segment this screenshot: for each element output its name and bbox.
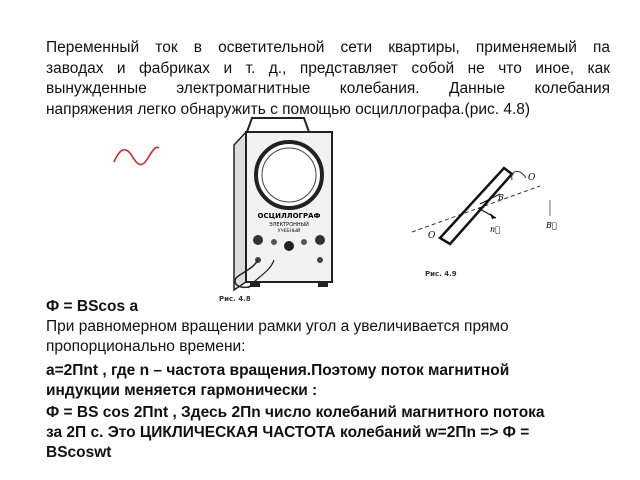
label-o-right: О xyxy=(528,173,536,183)
rotating-frame-figure xyxy=(400,160,580,275)
oscilloscope-label: ОСЦИЛЛОГРАФ xyxy=(257,212,321,220)
sine-wave-icon xyxy=(112,140,160,172)
intro-line: заводах и фабриках и т. д., представляет собой не что иное, как xyxy=(46,59,610,77)
text-line: При равномерном вращении рамки угол a увеличивается прямо xyxy=(46,318,509,335)
formula-flux-cos: Ф = BS cos 2Пnt , Здесь 2Пn число колебаний магнитного потока xyxy=(46,404,545,421)
intro-line: напряжения легко обнаружить с помощью осциллографа.(рис. 4.8) xyxy=(46,100,531,118)
formula-result: BScoswt xyxy=(46,444,112,461)
formula-flux: Ф = BScos a xyxy=(46,298,139,315)
text-line: индукции меняется гармонически : xyxy=(46,382,318,399)
label-n: n⃗ xyxy=(490,225,500,234)
figure-caption: Рис. 4.9 xyxy=(425,270,457,278)
intro-line: Переменный ток в осветительной сети квартиры, применяемый па xyxy=(46,39,610,56)
label-b-vector: B⃗ xyxy=(546,221,557,230)
figure-caption: Рис. 4.8 xyxy=(219,295,251,303)
oscilloscope-sublabel-2: УЧЕБНЫЙ xyxy=(277,229,301,234)
oscilloscope-sublabel: ЭЛЕКТРОННЫЙ xyxy=(269,222,309,228)
label-b: B xyxy=(498,193,504,202)
intro-paragraph xyxy=(46,38,610,120)
label-o-left: О xyxy=(428,231,436,241)
text-line: пропорционально времени: xyxy=(46,338,246,355)
intro-line: вынужденные электромагнитные колебания. Данные колебания xyxy=(46,80,610,97)
text-line: за 2П с. Это ЦИКЛИЧЕСКАЯ ЧАСТОТА колебаний w=2Пn => Ф = xyxy=(46,424,530,441)
oscilloscope-figure xyxy=(212,110,342,300)
formula-angle: a=2Пnt , где n – частота вращения.Поэтому поток магнитной xyxy=(46,362,510,379)
